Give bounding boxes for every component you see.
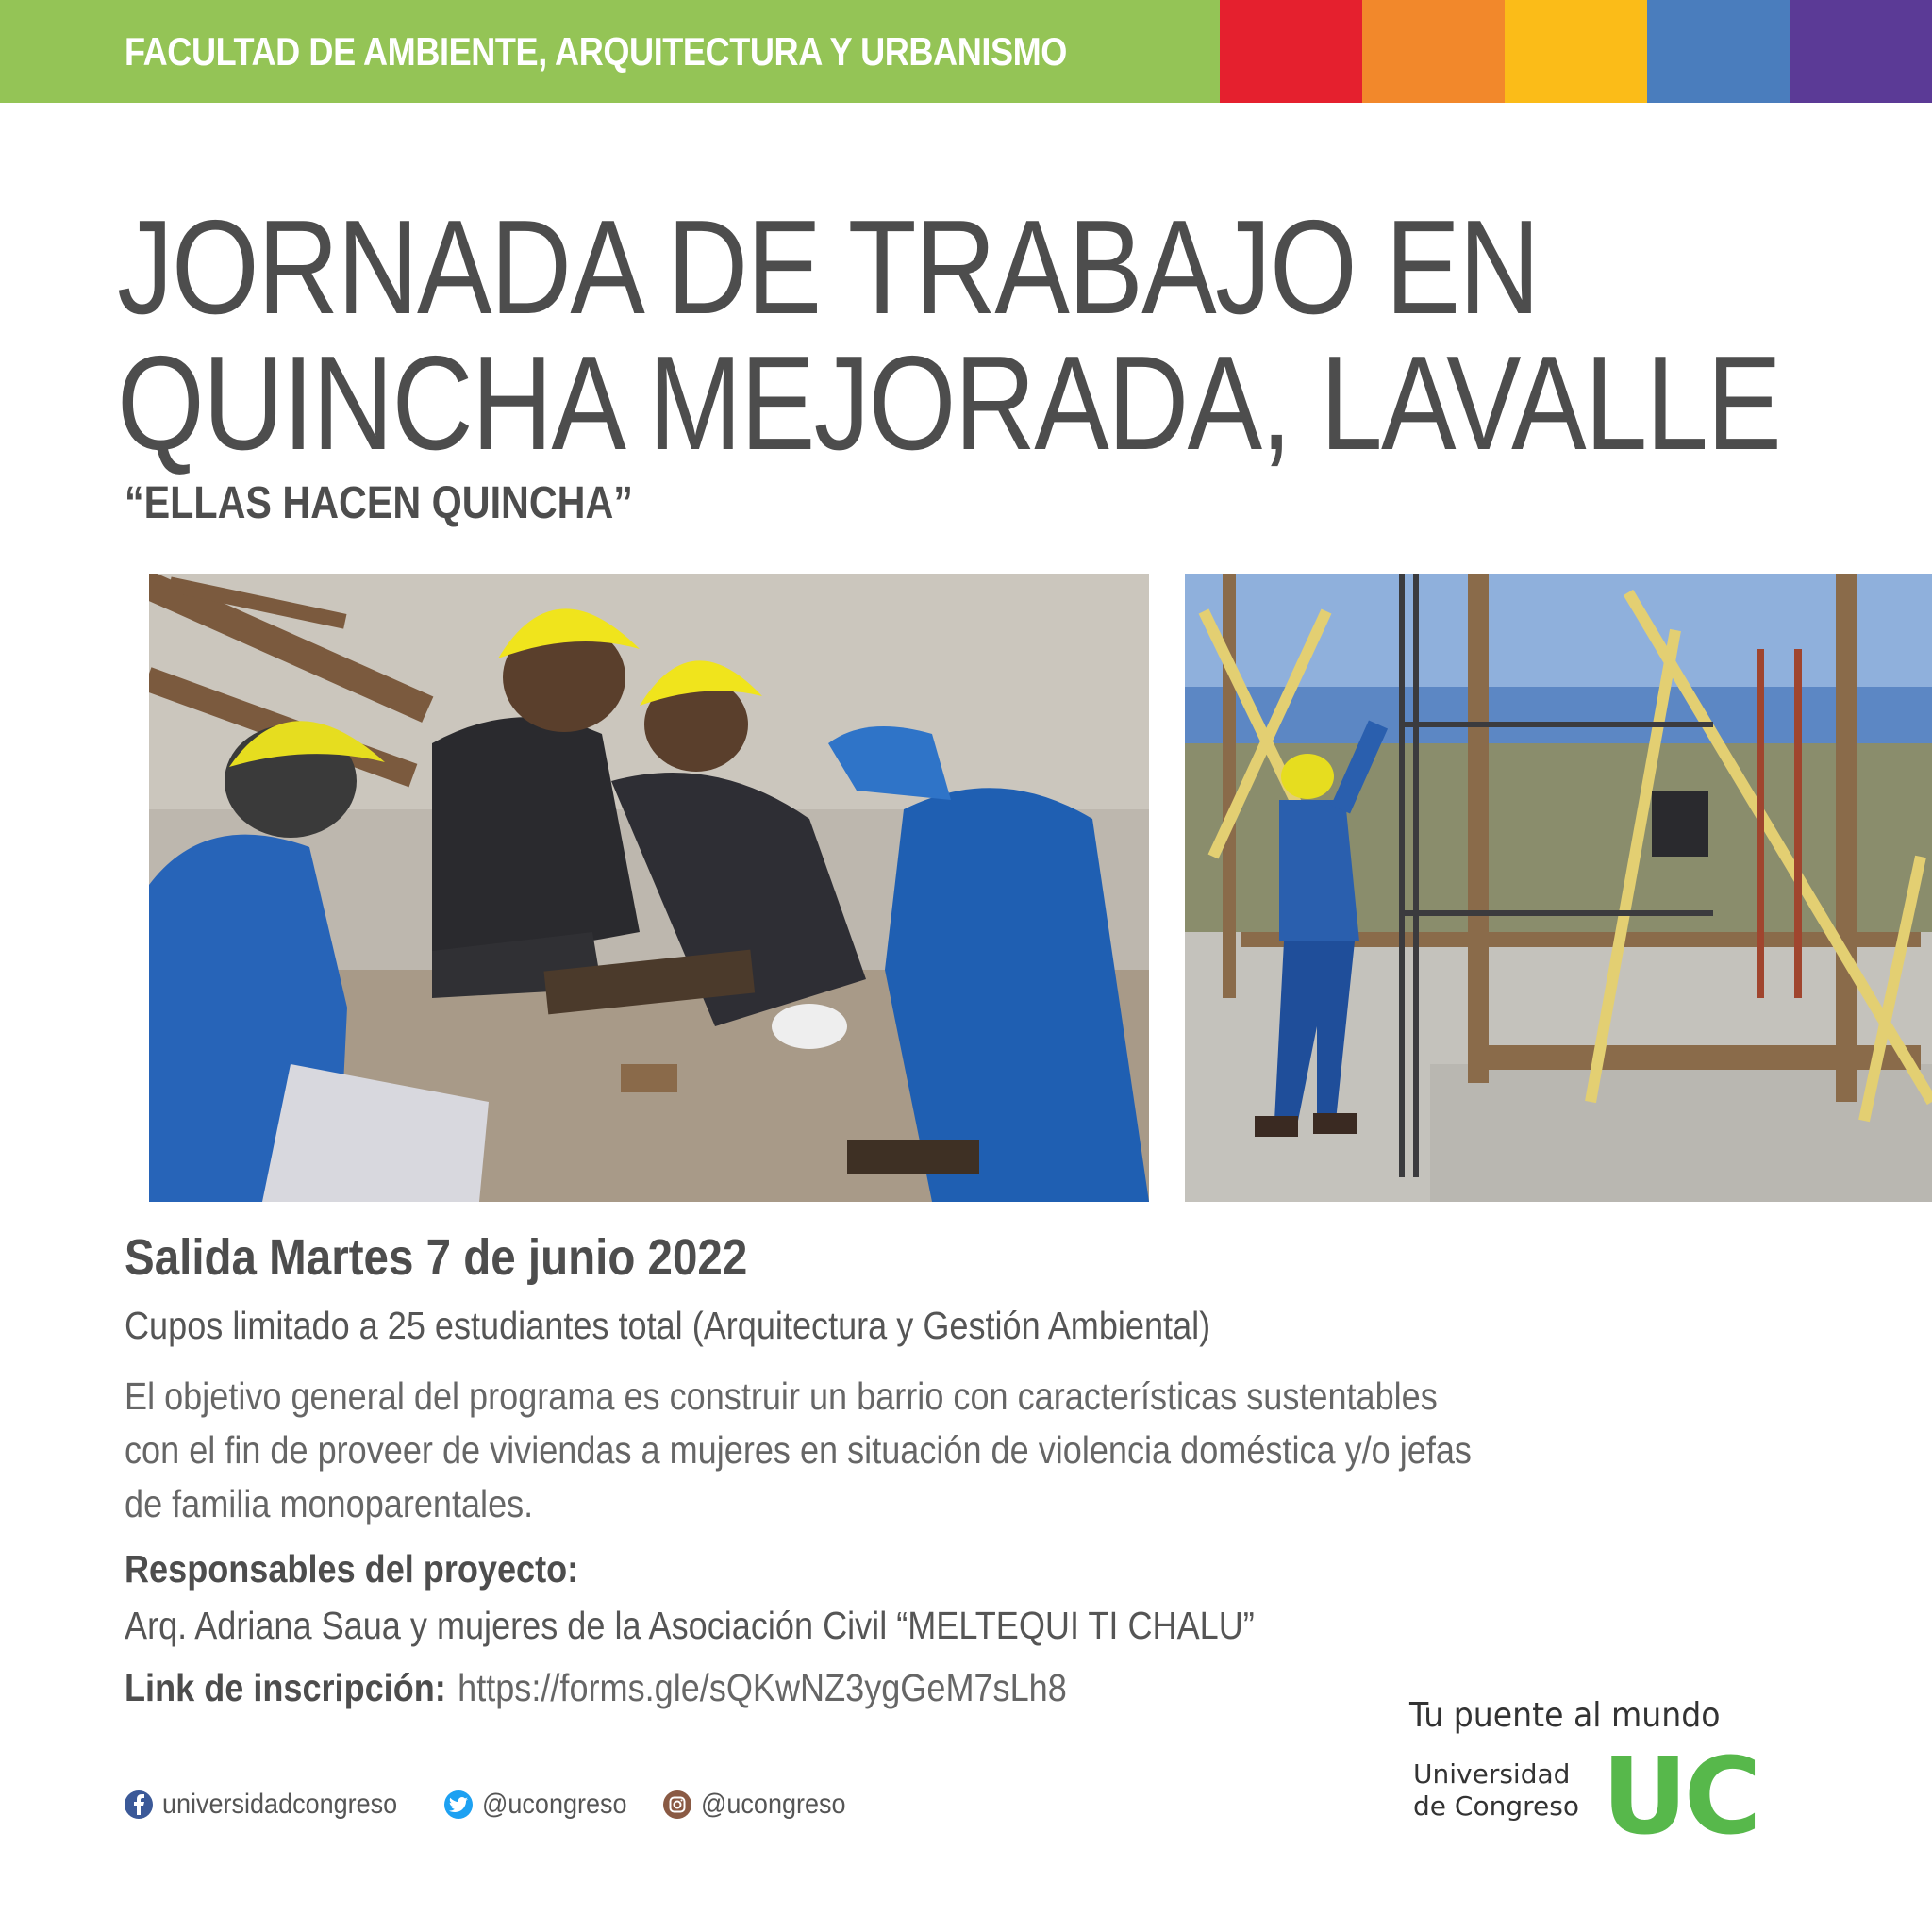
- photo-worker-scaffold: [1185, 574, 1932, 1202]
- registration-row: [125, 1666, 1067, 1710]
- event-title-line-1: JORNADA DE TRABAJO EN: [117, 192, 1539, 342]
- university-name-line-1: Universidad: [1413, 1758, 1571, 1790]
- event-subtitle: “ELLAS HACEN QUINCHA”: [125, 478, 633, 528]
- color-swatch-yellow: [1505, 0, 1647, 103]
- header-bar: [0, 0, 1932, 103]
- university-name-line-2: de Congreso: [1413, 1790, 1579, 1822]
- responsables-label: Responsables del proyecto:: [125, 1547, 579, 1591]
- registration-link[interactable]: https://forms.gle/sQKwNZ3ygGeM7sLh8: [458, 1666, 1067, 1709]
- departure-date: Salida Martes 7 de junio 2022: [125, 1229, 748, 1286]
- faculty-banner: [0, 0, 1220, 103]
- university-name: [1413, 1758, 1579, 1823]
- event-title: [117, 192, 1932, 478]
- responsables-names: Arq. Adriana Saua y mujeres de la Asociación Civil “MELTEQUI TI CHALU”: [125, 1604, 1255, 1647]
- social-links: [125, 1789, 883, 1821]
- facebook-handle: universidadcongreso: [162, 1789, 398, 1820]
- event-title-line-2: QUINCHA MEJORADA, LAVALLE: [117, 328, 1781, 478]
- faculty-name: FACULTAD DE AMBIENTE, ARQUITECTURA Y URBANISMO: [125, 28, 1067, 74]
- objective-line-3: de familia monoparentales.: [125, 1482, 534, 1525]
- color-swatch-blue: [1647, 0, 1790, 103]
- brand-tagline: Tu puente al mundo: [1409, 1696, 1721, 1735]
- color-swatch-orange: [1362, 0, 1505, 103]
- objective-line-2: con el fin de proveer de viviendas a mujeres en situación de violencia doméstica y/o jefas: [125, 1428, 1472, 1472]
- color-swatch-red: [1220, 0, 1362, 103]
- facebook-icon: [125, 1790, 153, 1819]
- social-facebook[interactable]: [125, 1789, 424, 1821]
- instagram-icon: [663, 1790, 691, 1819]
- uc-logo: UC: [1602, 1736, 1758, 1858]
- registration-label: Link de inscripción:: [125, 1666, 446, 1709]
- social-instagram[interactable]: [663, 1789, 862, 1821]
- twitter-icon: [444, 1790, 473, 1819]
- social-twitter[interactable]: [444, 1789, 643, 1821]
- color-swatch-purple: [1790, 0, 1932, 103]
- photo-workers-kneeling: [149, 574, 1149, 1202]
- objective-line-1: El objetivo general del programa es construir un barrio con características sustentables: [125, 1374, 1438, 1418]
- objective-text: [125, 1370, 1656, 1531]
- university-brand: [1409, 1696, 1758, 1858]
- quota-info: Cupos limitado a 25 estudiantes total (Arquitectura y Gestión Ambiental): [125, 1304, 1211, 1347]
- instagram-handle: @ucongreso: [701, 1789, 846, 1820]
- twitter-handle: @ucongreso: [481, 1789, 627, 1820]
